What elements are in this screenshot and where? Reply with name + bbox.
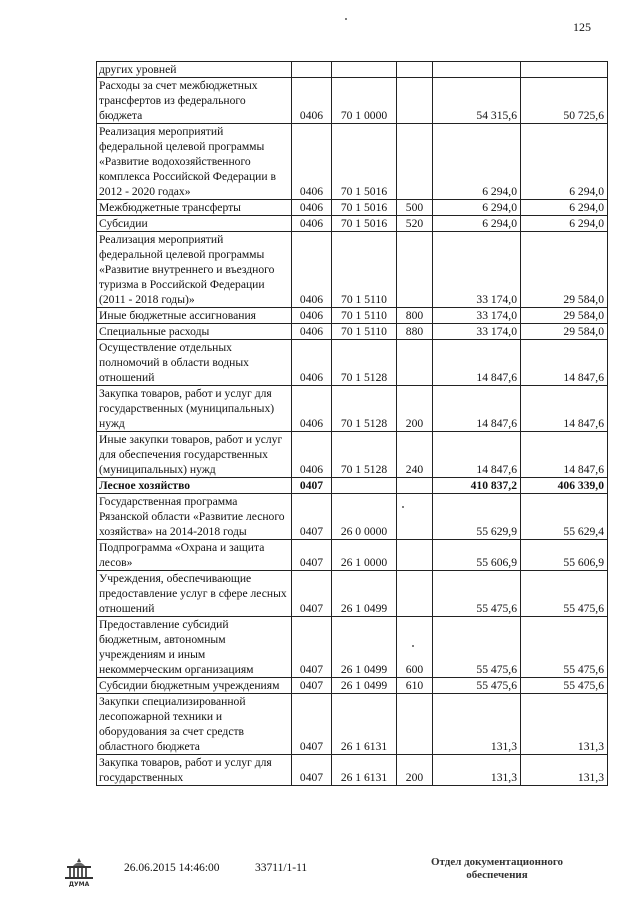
row-expense-type-cell (397, 478, 433, 494)
table-row (97, 232, 608, 308)
row-section-cell: 0407 (292, 617, 332, 678)
row-sum-year2-cell: 14 847,6 (521, 340, 608, 386)
row-sum-year2-cell: 55 475,6 (521, 617, 608, 678)
table-row (97, 694, 608, 755)
row-expense-type-cell (397, 340, 433, 386)
row-article-cell: 26 0 0000 (332, 494, 397, 540)
scan-speck (345, 18, 347, 20)
row-sum-year1-cell: 33 174,0 (433, 308, 521, 324)
row-sum-year2-cell: 406 339,0 (521, 478, 608, 494)
table-row (97, 308, 608, 324)
table-row (97, 494, 608, 540)
row-name-cell: Осуществление отдельных полномочий в области водных отношений (97, 340, 292, 386)
row-article-cell: 70 1 5128 (332, 386, 397, 432)
row-expense-type-cell (397, 62, 433, 78)
table-row (97, 617, 608, 678)
scan-speck (402, 506, 404, 508)
table-row (97, 571, 608, 617)
footer-doc-code: 33711/1-11 (255, 862, 308, 874)
row-name-cell: Учреждения, обеспечивающие предоставление услуг в сфере лесных отношений (97, 571, 292, 617)
row-sum-year1-cell: 33 174,0 (433, 324, 521, 340)
row-section-cell: 0406 (292, 216, 332, 232)
row-sum-year1-cell: 54 315,6 (433, 78, 521, 124)
table-row (97, 124, 608, 200)
row-sum-year2-cell: 6 294,0 (521, 124, 608, 200)
row-sum-year2-cell: 55 606,9 (521, 540, 608, 571)
table-row (97, 324, 608, 340)
table-row (97, 386, 608, 432)
footer-department (412, 856, 582, 882)
row-sum-year1-cell: 6 294,0 (433, 124, 521, 200)
table-row (97, 478, 608, 494)
row-expense-type-cell (397, 494, 433, 540)
row-sum-year1-cell: 55 475,6 (433, 617, 521, 678)
row-expense-type-cell: 500 (397, 200, 433, 216)
row-name-cell: Специальные расходы (97, 324, 292, 340)
row-expense-type-cell (397, 571, 433, 617)
row-article-cell: 26 1 0499 (332, 678, 397, 694)
row-sum-year1-cell: 131,3 (433, 694, 521, 755)
table-row (97, 678, 608, 694)
row-section-cell: 0407 (292, 755, 332, 786)
row-sum-year2-cell: 6 294,0 (521, 200, 608, 216)
row-expense-type-cell: 200 (397, 386, 433, 432)
row-sum-year2-cell: 50 725,6 (521, 78, 608, 124)
row-article-cell: 70 1 5110 (332, 324, 397, 340)
row-section-cell: 0407 (292, 694, 332, 755)
row-section-cell: 0407 (292, 494, 332, 540)
row-sum-year2-cell: 14 847,6 (521, 432, 608, 478)
table-row (97, 540, 608, 571)
row-article-cell: 26 1 0499 (332, 571, 397, 617)
row-article-cell: 26 1 0000 (332, 540, 397, 571)
row-sum-year1-cell (433, 62, 521, 78)
row-section-cell: 0406 (292, 340, 332, 386)
row-name-cell: Подпрограмма «Охрана и защита лесов» (97, 540, 292, 571)
row-article-cell: 70 1 5110 (332, 308, 397, 324)
row-sum-year2-cell: 55 475,6 (521, 571, 608, 617)
row-article-cell: 70 1 5128 (332, 432, 397, 478)
row-name-cell: других уровней (97, 62, 292, 78)
row-article-cell: 70 1 5110 (332, 232, 397, 308)
row-sum-year2-cell: 29 584,0 (521, 308, 608, 324)
row-sum-year2-cell: 29 584,0 (521, 324, 608, 340)
row-article-cell: 70 1 5016 (332, 124, 397, 200)
row-article-cell: 70 1 5016 (332, 216, 397, 232)
row-section-cell: 0407 (292, 540, 332, 571)
footer-department-line1: Отдел документационного (430, 856, 564, 868)
table-row (97, 216, 608, 232)
row-sum-year2-cell (521, 62, 608, 78)
row-article-cell: 70 1 0000 (332, 78, 397, 124)
row-article-cell (332, 478, 397, 494)
row-sum-year1-cell: 6 294,0 (433, 200, 521, 216)
row-sum-year2-cell: 55 629,4 (521, 494, 608, 540)
row-sum-year2-cell: 29 584,0 (521, 232, 608, 308)
row-section-cell: 0407 (292, 678, 332, 694)
row-name-cell: Закупка товаров, работ и услуг для государственных (97, 755, 292, 786)
row-expense-type-cell: 880 (397, 324, 433, 340)
table-row (97, 200, 608, 216)
row-sum-year1-cell: 14 847,6 (433, 386, 521, 432)
budget-table-body (97, 62, 608, 786)
row-article-cell: 70 1 5128 (332, 340, 397, 386)
row-section-cell: 0406 (292, 78, 332, 124)
table-row (97, 432, 608, 478)
row-section-cell: 0406 (292, 386, 332, 432)
table-row (97, 62, 608, 78)
scan-speck (412, 645, 414, 647)
row-sum-year1-cell: 55 629,9 (433, 494, 521, 540)
row-sum-year1-cell: 55 475,6 (433, 678, 521, 694)
row-sum-year1-cell: 14 847,6 (433, 432, 521, 478)
row-section-cell (292, 62, 332, 78)
row-expense-type-cell (397, 124, 433, 200)
row-section-cell: 0407 (292, 478, 332, 494)
row-name-cell: Закупка товаров, работ и услуг для государственных (муниципальных) нужд (97, 386, 292, 432)
row-expense-type-cell: 200 (397, 755, 433, 786)
row-expense-type-cell: 800 (397, 308, 433, 324)
svg-text:ДУМА: ДУМА (68, 881, 90, 888)
row-expense-type-cell (397, 694, 433, 755)
row-section-cell: 0406 (292, 308, 332, 324)
row-article-cell: 26 1 6131 (332, 694, 397, 755)
row-name-cell: Предоставление субсидий бюджетным, автономным учреждениям и иным некоммерческим организациям (97, 617, 292, 678)
row-section-cell: 0406 (292, 324, 332, 340)
row-expense-type-cell (397, 232, 433, 308)
row-sum-year1-cell: 33 174,0 (433, 232, 521, 308)
footer-datetime: 26.06.2015 14:46:00 (124, 862, 220, 874)
row-sum-year2-cell: 131,3 (521, 694, 608, 755)
row-sum-year1-cell: 55 475,6 (433, 571, 521, 617)
row-expense-type-cell: 520 (397, 216, 433, 232)
row-article-cell: 26 1 0499 (332, 617, 397, 678)
row-name-cell: Расходы за счет межбюджетных трансфертов из федерального бюджета (97, 78, 292, 124)
row-name-cell: Лесное хозяйство (97, 478, 292, 494)
row-expense-type-cell: 240 (397, 432, 433, 478)
row-sum-year2-cell: 131,3 (521, 755, 608, 786)
row-section-cell: 0406 (292, 232, 332, 308)
row-name-cell: Иные закупки товаров, работ и услуг для обеспечения государственных (муниципальных) нужд (97, 432, 292, 478)
table-row (97, 340, 608, 386)
row-sum-year2-cell: 6 294,0 (521, 216, 608, 232)
row-sum-year1-cell: 6 294,0 (433, 216, 521, 232)
row-sum-year1-cell: 131,3 (433, 755, 521, 786)
row-expense-type-cell (397, 540, 433, 571)
row-name-cell: Реализация мероприятий федеральной целевой программы «Развитие водохозяйственного комплекса Российской Федерации в 2012 - 2020 годах» (97, 124, 292, 200)
row-expense-type-cell (397, 78, 433, 124)
row-name-cell: Субсидии (97, 216, 292, 232)
table-row (97, 78, 608, 124)
row-expense-type-cell: 600 (397, 617, 433, 678)
row-article-cell (332, 62, 397, 78)
page-number: 125 (573, 20, 591, 34)
row-section-cell: 0406 (292, 432, 332, 478)
table-row (97, 755, 608, 786)
row-section-cell: 0406 (292, 200, 332, 216)
row-name-cell: Закупки специализированной лесопожарной техники и оборудования за счет средств областного бюджета (97, 694, 292, 755)
footer-department-line2: обеспечения (466, 869, 528, 881)
row-sum-year2-cell: 14 847,6 (521, 386, 608, 432)
row-name-cell: Иные бюджетные ассигнования (97, 308, 292, 324)
row-article-cell: 26 1 6131 (332, 755, 397, 786)
duma-building-emblem-icon (62, 856, 96, 890)
budget-table (96, 61, 608, 786)
row-name-cell: Государственная программа Рязанской области «Развитие лесного хозяйства» на 2014-2018 годы (97, 494, 292, 540)
row-expense-type-cell: 610 (397, 678, 433, 694)
row-name-cell: Субсидии бюджетным учреждениям (97, 678, 292, 694)
row-sum-year2-cell: 55 475,6 (521, 678, 608, 694)
row-article-cell: 70 1 5016 (332, 200, 397, 216)
row-section-cell: 0406 (292, 124, 332, 200)
row-sum-year1-cell: 410 837,2 (433, 478, 521, 494)
row-sum-year1-cell: 55 606,9 (433, 540, 521, 571)
row-name-cell: Реализация мероприятий федеральной целевой программы «Развитие внутреннего и въездного туризма в Российской Федерации (2011 - 2018 годы)» (97, 232, 292, 308)
row-name-cell: Межбюджетные трансферты (97, 200, 292, 216)
row-section-cell: 0407 (292, 571, 332, 617)
row-sum-year1-cell: 14 847,6 (433, 340, 521, 386)
